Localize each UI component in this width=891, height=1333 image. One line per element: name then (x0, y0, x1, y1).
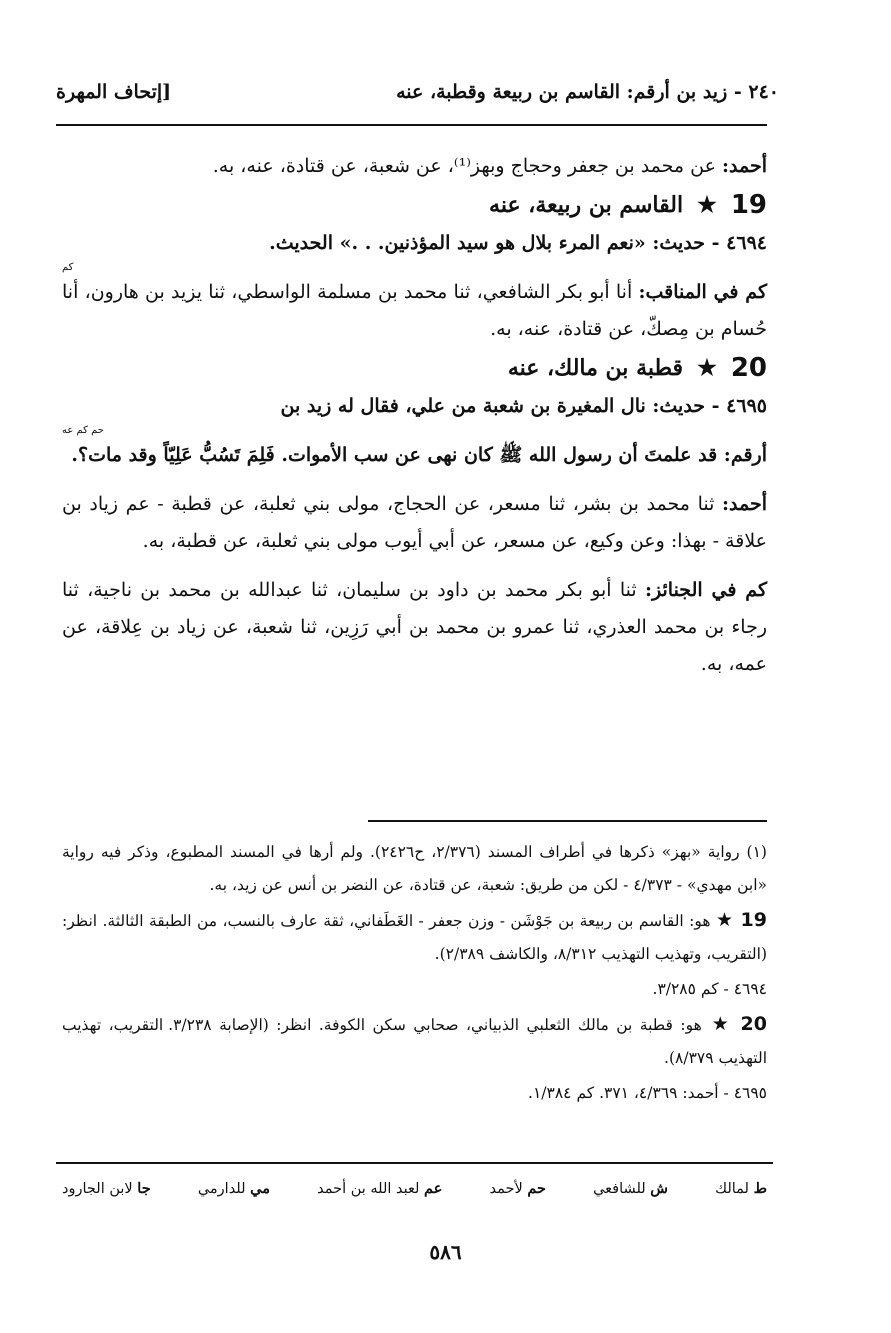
paragraph-text: أنا أبو بكر الشافعي، ثنا محمد بن مسلمة الواسطي، ثنا يزيد بن هارون، أنا حُسام بن مِصكّ، عن قتادة، عنه، به. (62, 281, 767, 340)
paragraph-text: ثنا محمد بن بشر، ثنا مسعر، عن الحجاج، مولى بني ثعلبة، عن قطبة - عم زياد بن علاقة - بهذا: وعن وكيع، عن مسعر، عن أبي أيوب مولى بني ثعلبة، عن قطبة، به. (62, 493, 767, 552)
hadith-heading-4695: ٤٦٩٥ - حديث: نال المغيرة بن شعبة من علي، فقال له زيد بن (280, 395, 767, 417)
footnote-text: هو: القاسم بن ربيعة بن جَوْشَن - وزن جعفر - الغَطَفاني، ثقة عارف بالنسب، من الطبقة الثالثة. انظر: (التقريب، وتهذيب التهذيب ٨/٣١٢، والكاشف ٢/٣٨٩). (62, 912, 767, 963)
star-icon: ★ (697, 192, 717, 218)
section-title: القاسم بن ربيعة، عنه (489, 192, 684, 218)
legend-item: ط لمالك (715, 1180, 767, 1197)
source-mark: كم (62, 262, 74, 273)
footnote-19 (62, 904, 767, 971)
section-title: قطبة بن مالك، عنه (507, 355, 684, 381)
paragraph-janaiz (62, 572, 767, 683)
footnote-4695: ٤٦٩٥ - أحمد: ٤/٣٦٩، ٣٧١. كم ١/٣٨٤. (528, 1084, 767, 1102)
footnote-divider (368, 820, 767, 822)
paragraph-lead: أحمد: (722, 493, 767, 515)
section-number: 19 (730, 190, 767, 220)
paragraph-lead: كم في المناقب: (638, 281, 767, 303)
legend-divider (56, 1162, 773, 1164)
footnote-text: هو: قطبة بن مالك الثعلبي الذبياني، صحابي سكن الكوفة. انظر: (الإصابة ٣/٢٣٨. التقريب، تهذيب التهذيب ٨/٣٧٩). (62, 1016, 767, 1067)
running-header (56, 70, 779, 114)
footnote-1: (١) رواية «بهز» ذكرها في أطراف المسند (٢/٣٧٦، ح٢٤٢٦). ولم أرها في المسند المطبوع، وذكر فيه رواية «ابن مهدي» - ٤/٣٧٣ - لكن من طريق: شعبة، عن قتادة، عن النضر بن أنس عن زيد، به. (62, 843, 767, 894)
paragraph-text: عن محمد بن جعفر وحجاج وبهز⁽¹⁾، عن شعبة، عن قتادة، عنه، به. (212, 155, 722, 177)
legend-item: حم لأحمد (489, 1180, 546, 1197)
abbreviation-legend (62, 1180, 767, 1210)
footnote-number: 19 ★ (715, 909, 767, 931)
footnotes (62, 836, 767, 1112)
legend-item: ش للشافعي (593, 1180, 668, 1197)
footnote-number: 20 ★ (709, 1013, 767, 1035)
paragraph-manaqib (62, 274, 767, 348)
hadith-heading-4694: ٤٦٩٤ - حديث: «نعم المرء بلال هو سيد المؤذنين. . .» الحديث. (269, 232, 767, 254)
header-chapter-title: ٢٤٠ - زيد بن أرقم: القاسم بن ربيعة وقطبة، عنه (396, 81, 779, 103)
footnote-20 (62, 1008, 767, 1075)
section-heading-20 (62, 348, 767, 388)
footnote-4694: ٤٦٩٤ - كم ٣/٢٨٥. (652, 980, 767, 998)
legend-item: جا لابن الجارود (62, 1180, 151, 1197)
section-heading-19 (62, 185, 767, 225)
legend-item: مي للدارمي (197, 1180, 270, 1197)
source-mark: حم كم عه (62, 425, 104, 436)
paragraph-ahmad-bahz (62, 148, 767, 185)
star-icon: ★ (697, 355, 717, 381)
legend-item: عم لعبد الله بن أحمد (317, 1180, 443, 1197)
header-book-title: [إتحاف المهرة (56, 81, 172, 103)
header-divider (56, 124, 767, 126)
section-number: 20 (730, 353, 767, 383)
paragraph-lead: أحمد: (722, 155, 767, 177)
main-text (62, 148, 767, 683)
paragraph-text: ثنا أبو بكر محمد بن داود بن سليمان، ثنا عبدالله بن محمد بن ناجية، ثنا رجاء بن محمد العذري، ثنا عمرو بن محمد بن أبي رَزِين، ثنا شعبة، عن زياد بن عِلاقة، عن عمه، به. (62, 579, 767, 675)
hadith-text-4695: أرقم: قد علمتَ أن رسول الله ﷺ كان نهى عن سب الأموات. فَلِمَ تَسُبُّ عَلِيّاً وقد مات؟. (71, 444, 767, 466)
paragraph-lead: كم في الجنائز: (645, 579, 767, 601)
page-number: ٥٨٦ (429, 1240, 462, 1264)
paragraph-ahmad-masar (62, 486, 767, 560)
